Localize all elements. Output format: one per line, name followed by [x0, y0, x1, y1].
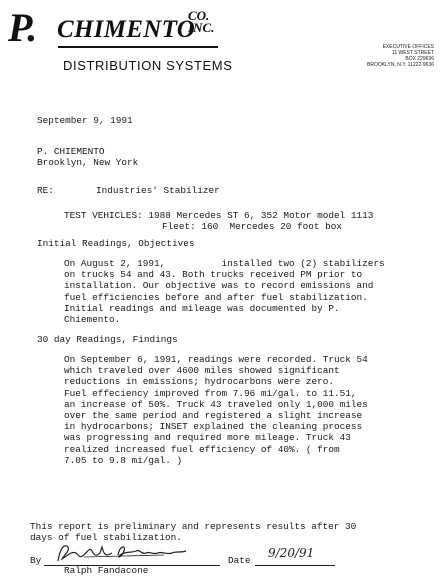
body-line: on trucks 54 and 43. Both trucks received PM prior to — [64, 269, 363, 281]
office-line: EXECUTIVE OFFICES — [382, 44, 434, 50]
logo-company-name: CHIMENTO — [57, 16, 196, 43]
body-line: reductions in emissions; hydrocarbons were zero. — [64, 376, 335, 388]
re-subject: Industries' Stabilizer — [96, 185, 220, 196]
body-line: an increase of 50%. Truck 43 traveled only 1,000 miles — [64, 398, 368, 410]
body-line: fuel efficiencies before and after fuel stabilization. — [64, 291, 368, 303]
body-line: Chiemento. — [64, 314, 121, 326]
date-label: Date — [228, 555, 251, 566]
section-heading-findings: 30 day Readings, Findings — [37, 334, 178, 345]
logo-underline — [58, 46, 218, 48]
body-line: over the same period and registered a slight increase — [64, 410, 363, 422]
section-body-initial — [64, 258, 385, 325]
body-line: installation. Our objective was to record emissions and — [64, 280, 374, 292]
office-line: BOX 229636 — [405, 56, 434, 62]
section-heading-initial: Initial Readings, Objectives — [37, 238, 195, 249]
logo-inc: INC. — [188, 20, 215, 35]
body-line: in hydrocarbons; INSET explained the cleaning process — [64, 421, 363, 433]
recipient-name: P. CHIEMENTO — [37, 146, 105, 157]
office-line: BROOKLYN, N.Y. 11222-9636 — [367, 62, 434, 68]
body-line: Fuel effeciency improved from 7.96 mi/gal. to 11.51, — [64, 387, 357, 399]
test-vehicles-line: TEST VEHICLES: 1988 Mercedes ST 6, 352 Motor model 1113 — [64, 210, 374, 221]
office-line: 11 WEST STREET — [391, 50, 434, 56]
closing-line: This report is preliminary and represents results after 30 — [30, 521, 357, 532]
date-line — [255, 565, 335, 566]
body-line: Initial readings and mileage was documented by P. — [64, 302, 340, 314]
body-line: was progressing and required more mileage. Truck 43 — [64, 432, 351, 444]
closing-line: days of fuel stabilization. — [30, 532, 182, 544]
by-label: By — [30, 555, 42, 566]
handwritten-signature — [54, 541, 192, 567]
body-line: realized increased fuel efficiency of 40%. ( from — [64, 443, 340, 455]
body-line: On August 2, 1991, installed two (2) stabilizers — [64, 258, 385, 269]
logo-initial: P. — [8, 5, 38, 50]
re-label: RE: — [37, 185, 54, 196]
body-line: which traveled over 4600 miles showed significant — [64, 365, 340, 377]
body-line: 7.05 to 9.8 mi/gal. ) — [64, 454, 183, 466]
recipient-city: Brooklyn, New York — [37, 157, 139, 168]
office-address — [324, 44, 434, 68]
logo-co-inc — [188, 10, 214, 34]
division-name: DISTRIBUTION SYSTEMS — [63, 58, 233, 73]
test-vehicles-fleet: Fleet: 160 Mercedes 20 foot box — [162, 221, 343, 232]
letter-date: September 9, 1991 — [37, 115, 133, 126]
signer-name: Ralph Fandacone — [64, 565, 149, 576]
handwritten-date: 9/20/91 — [268, 546, 315, 560]
body-line: On September 6, 1991, readings were recorded. Truck 54 — [64, 354, 368, 365]
section-body-findings — [64, 354, 368, 466]
logo-co: CO. — [188, 8, 210, 23]
